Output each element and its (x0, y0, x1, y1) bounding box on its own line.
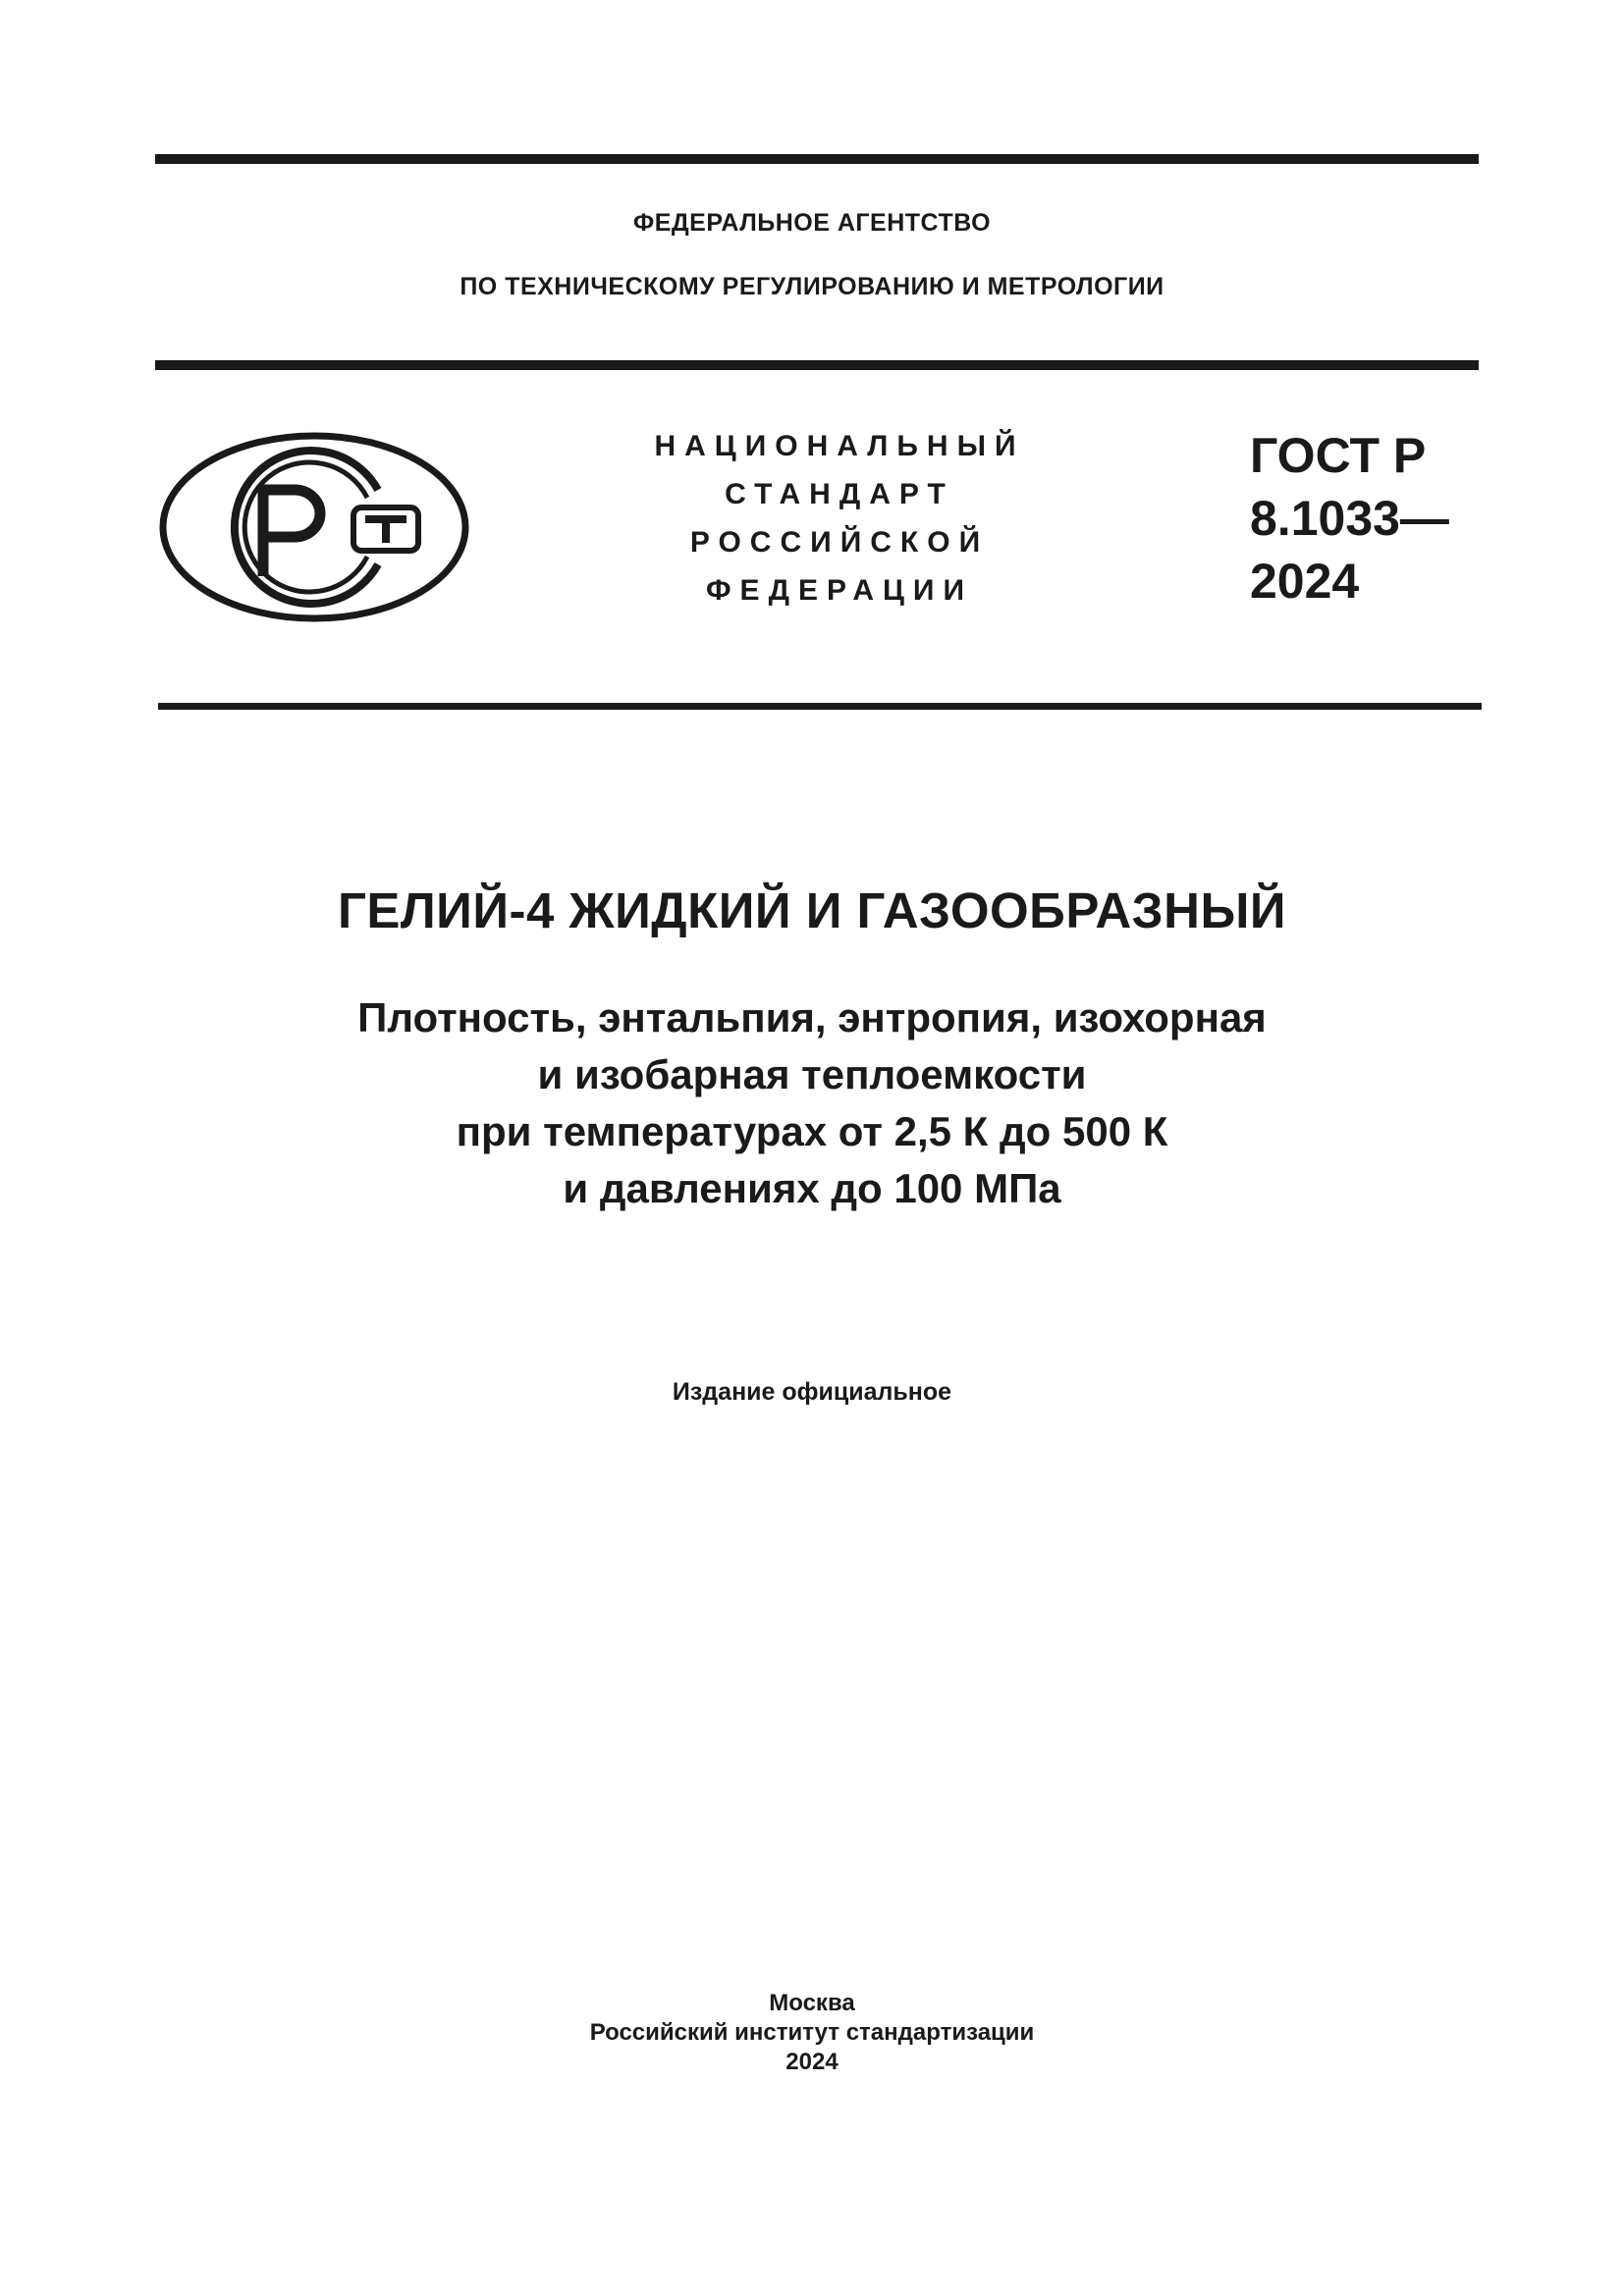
edition-label: Издание официальное (672, 1378, 952, 1406)
imprint-publisher: Российский институт стандартизации (589, 2019, 1035, 2046)
top-divider (155, 154, 1479, 164)
document-subtitle (0, 989, 1624, 1217)
subtitle-line: Плотность, энтальпия, энтропия, изохорная (357, 994, 1267, 1041)
subtitle-line: при температурах от 2,5 К до 500 К (456, 1108, 1168, 1154)
agency-name-line-1: ФЕДЕРАЛЬНОЕ АГЕНТСТВО (632, 209, 992, 237)
national-title-line: СТАНДАРТ (725, 478, 954, 510)
subtitle-line: и изобарная теплоемкости (537, 1051, 1087, 1097)
document-title: ГЕЛИЙ-4 ЖИДКИЙ И ГАЗООБРАЗНЫЙ (337, 882, 1287, 938)
national-standard-title (579, 422, 1100, 614)
national-title-line: РОССИЙСКОЙ (689, 526, 990, 559)
gost-code (1250, 424, 1449, 613)
imprint-year: 2024 (785, 2049, 839, 2075)
imprint (0, 1989, 1624, 2077)
gost-code-line: 8.1033— (1250, 491, 1449, 546)
gost-code-line: ГОСТ Р (1250, 428, 1427, 483)
subtitle-line: и давлениях до 100 МПа (563, 1165, 1061, 1211)
national-title-line: НАЦИОНАЛЬНЫЙ (654, 430, 1025, 462)
national-title-line: ФЕДЕРАЦИИ (705, 574, 974, 607)
gost-code-line: 2024 (1250, 554, 1360, 609)
bottom-divider (158, 703, 1482, 710)
imprint-city: Москва (769, 1990, 855, 2016)
middle-divider (155, 360, 1479, 370)
agency-name-line-2: ПО ТЕХНИЧЕСКОМУ РЕГУЛИРОВАНИЮ И МЕТРОЛОГИИ (460, 273, 1164, 300)
rst-gost-logo-icon (157, 429, 471, 625)
